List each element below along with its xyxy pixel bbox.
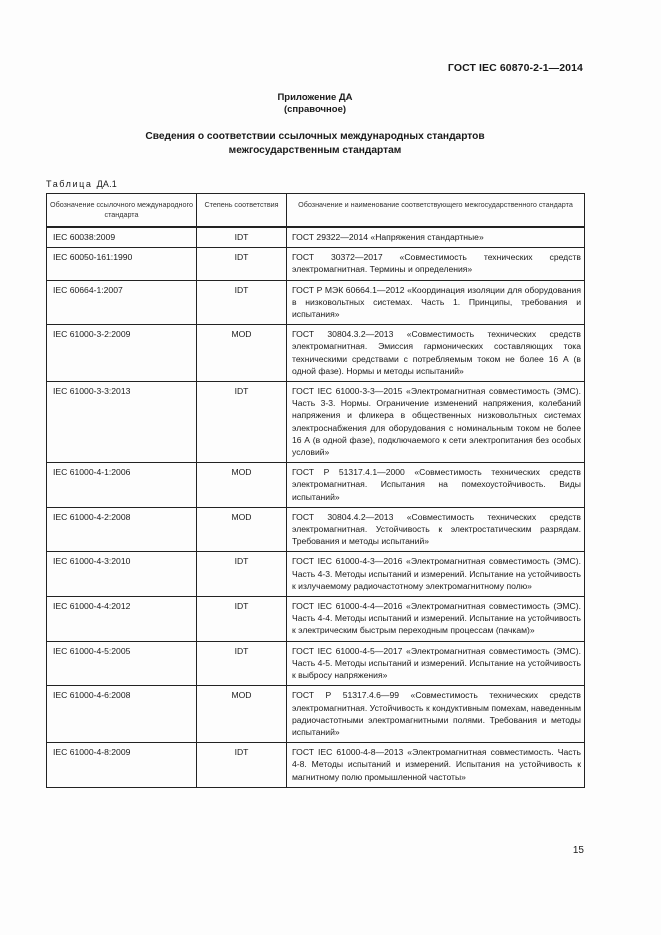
intl-standard-cell: IEC 61000-4-3:2010 xyxy=(47,552,197,597)
main-title-line-2: межгосударственным стандартам xyxy=(228,145,402,156)
intl-standard-cell: IEC 60050-161:1990 xyxy=(47,248,197,280)
table-row xyxy=(47,552,585,597)
table-caption-number: ДА.1 xyxy=(96,179,118,189)
main-title xyxy=(0,130,630,158)
document-code-header: ГОСТ IEC 60870-2-1—2014 xyxy=(447,62,583,74)
table-row xyxy=(47,507,585,552)
table-row xyxy=(47,463,585,508)
gost-standard-cell: ГОСТ 30804.4.2—2013 «Совместимость технических средств электромагнитная. Устойчивость к электростатическим разрядам. Требования и методы испытаний» xyxy=(287,507,585,552)
table-row xyxy=(47,641,585,686)
table-row xyxy=(47,325,585,382)
table-row xyxy=(47,248,585,280)
intl-standard-cell: IEC 61000-3-3:2013 xyxy=(47,382,197,463)
gost-standard-cell: ГОСТ Р 51317.4.6—99 «Совместимость технических средств электромагнитная. Устойчивость к кондуктивным помехам, наведенным радиочастотными электромагнитными полями. Требования и методы испытаний» xyxy=(287,686,585,743)
degree-cell: IDT xyxy=(197,248,287,280)
gost-standard-cell: ГОСТ 29322—2014 «Напряжения стандартные» xyxy=(287,227,585,248)
table-body xyxy=(47,227,585,787)
gost-standard-cell: ГОСТ IEC 61000-4-3—2016 «Электромагнитная совместимость (ЭМС). Часть 4-3. Методы испытаний и измерений. Испытание на устойчивость к излучаемому радиочастотному электромагнитному полю» xyxy=(287,552,585,597)
degree-cell: MOD xyxy=(197,463,287,508)
degree-cell: MOD xyxy=(197,686,287,743)
intl-standard-cell: IEC 60038:2009 xyxy=(47,227,197,248)
column-header-degree: Степень соответствия xyxy=(197,194,287,228)
gost-standard-cell: ГОСТ IEC 61000-3-3—2015 «Электромагнитная совместимость (ЭМС). Часть 3-3. Нормы. Ограничение изменений напряжения, колебаний напряжения и фликера в общественных низковольтных системах электроснабжения для оборудования с номинальным током не более 16 А (в одной фазе), подключаемого к сети электропитания без особых условий» xyxy=(287,382,585,463)
intl-standard-cell: IEC 61000-4-6:2008 xyxy=(47,686,197,743)
column-header-intl-standard: Обозначение ссылочного международного стандарта xyxy=(47,194,197,228)
annex-title: Приложение ДА xyxy=(277,92,353,103)
degree-cell: MOD xyxy=(197,507,287,552)
annex-heading xyxy=(0,92,630,116)
table-header-row xyxy=(47,194,585,228)
intl-standard-cell: IEC 61000-4-4:2012 xyxy=(47,597,197,642)
main-title-line-1: Сведения о соответствии ссылочных международных стандартов xyxy=(145,131,485,142)
table-row xyxy=(47,280,585,325)
degree-cell: MOD xyxy=(197,325,287,382)
degree-cell: IDT xyxy=(197,552,287,597)
table-row xyxy=(47,227,585,248)
intl-standard-cell: IEC 61000-4-5:2005 xyxy=(47,641,197,686)
table-row xyxy=(47,597,585,642)
table-row xyxy=(47,743,585,788)
degree-cell: IDT xyxy=(197,743,287,788)
degree-cell: IDT xyxy=(197,641,287,686)
column-header-gost-standard: Обозначение и наименование соответствующего межгосударственного стандарта xyxy=(287,194,585,228)
gost-standard-cell: ГОСТ IEC 61000-4-4—2016 «Электромагнитная совместимость (ЭМС). Часть 4-4. Методы испытаний и измерений. Испытание на устойчивость к электрическим быстрым переходным процессам (пачкам)» xyxy=(287,597,585,642)
degree-cell: IDT xyxy=(197,382,287,463)
degree-cell: IDT xyxy=(197,280,287,325)
gost-standard-cell: ГОСТ Р 51317.4.1—2000 «Совместимость технических средств электромагнитная. Испытания на помехоустойчивость. Виды испытаний» xyxy=(287,463,585,508)
standards-correspondence-table xyxy=(46,193,585,788)
gost-standard-cell: ГОСТ Р МЭК 60664.1—2012 «Координация изоляции для оборудования в низковольтных системах. Часть 1. Принципы, требования и испытания» xyxy=(287,280,585,325)
degree-cell: IDT xyxy=(197,597,287,642)
intl-standard-cell: IEC 60664-1:2007 xyxy=(47,280,197,325)
intl-standard-cell: IEC 61000-3-2:2009 xyxy=(47,325,197,382)
gost-standard-cell: ГОСТ 30372—2017 «Совместимость технических средств электромагнитная. Термины и определения» xyxy=(287,248,585,280)
annex-subtitle: (справочное) xyxy=(283,104,347,115)
table-row xyxy=(47,382,585,463)
table-caption xyxy=(46,179,117,189)
table-caption-label: Таблица xyxy=(46,179,93,189)
gost-standard-cell: ГОСТ 30804.3.2—2013 «Совместимость технических средств электромагнитная. Эмиссия гармонических составляющих тока техническими средствами с потребляемым током не более 16 А (в одной фазе). Нормы и методы испытаний» xyxy=(287,325,585,382)
gost-standard-cell: ГОСТ IEC 61000-4-5—2017 «Электромагнитная совместимость (ЭМС). Часть 4-5. Методы испытаний и измерений. Испытание на устойчивость к выбросу напряжения» xyxy=(287,641,585,686)
intl-standard-cell: IEC 61000-4-2:2008 xyxy=(47,507,197,552)
intl-standard-cell: IEC 61000-4-8:2009 xyxy=(47,743,197,788)
table-row xyxy=(47,686,585,743)
page-number: 15 xyxy=(572,845,584,856)
gost-standard-cell: ГОСТ IEC 61000-4-8—2013 «Электромагнитная совместимость. Часть 4-8. Методы испытаний и измерений. Испытания на устойчивость к магнитному полю промышленной частоты» xyxy=(287,743,585,788)
intl-standard-cell: IEC 61000-4-1:2006 xyxy=(47,463,197,508)
degree-cell: IDT xyxy=(197,227,287,248)
